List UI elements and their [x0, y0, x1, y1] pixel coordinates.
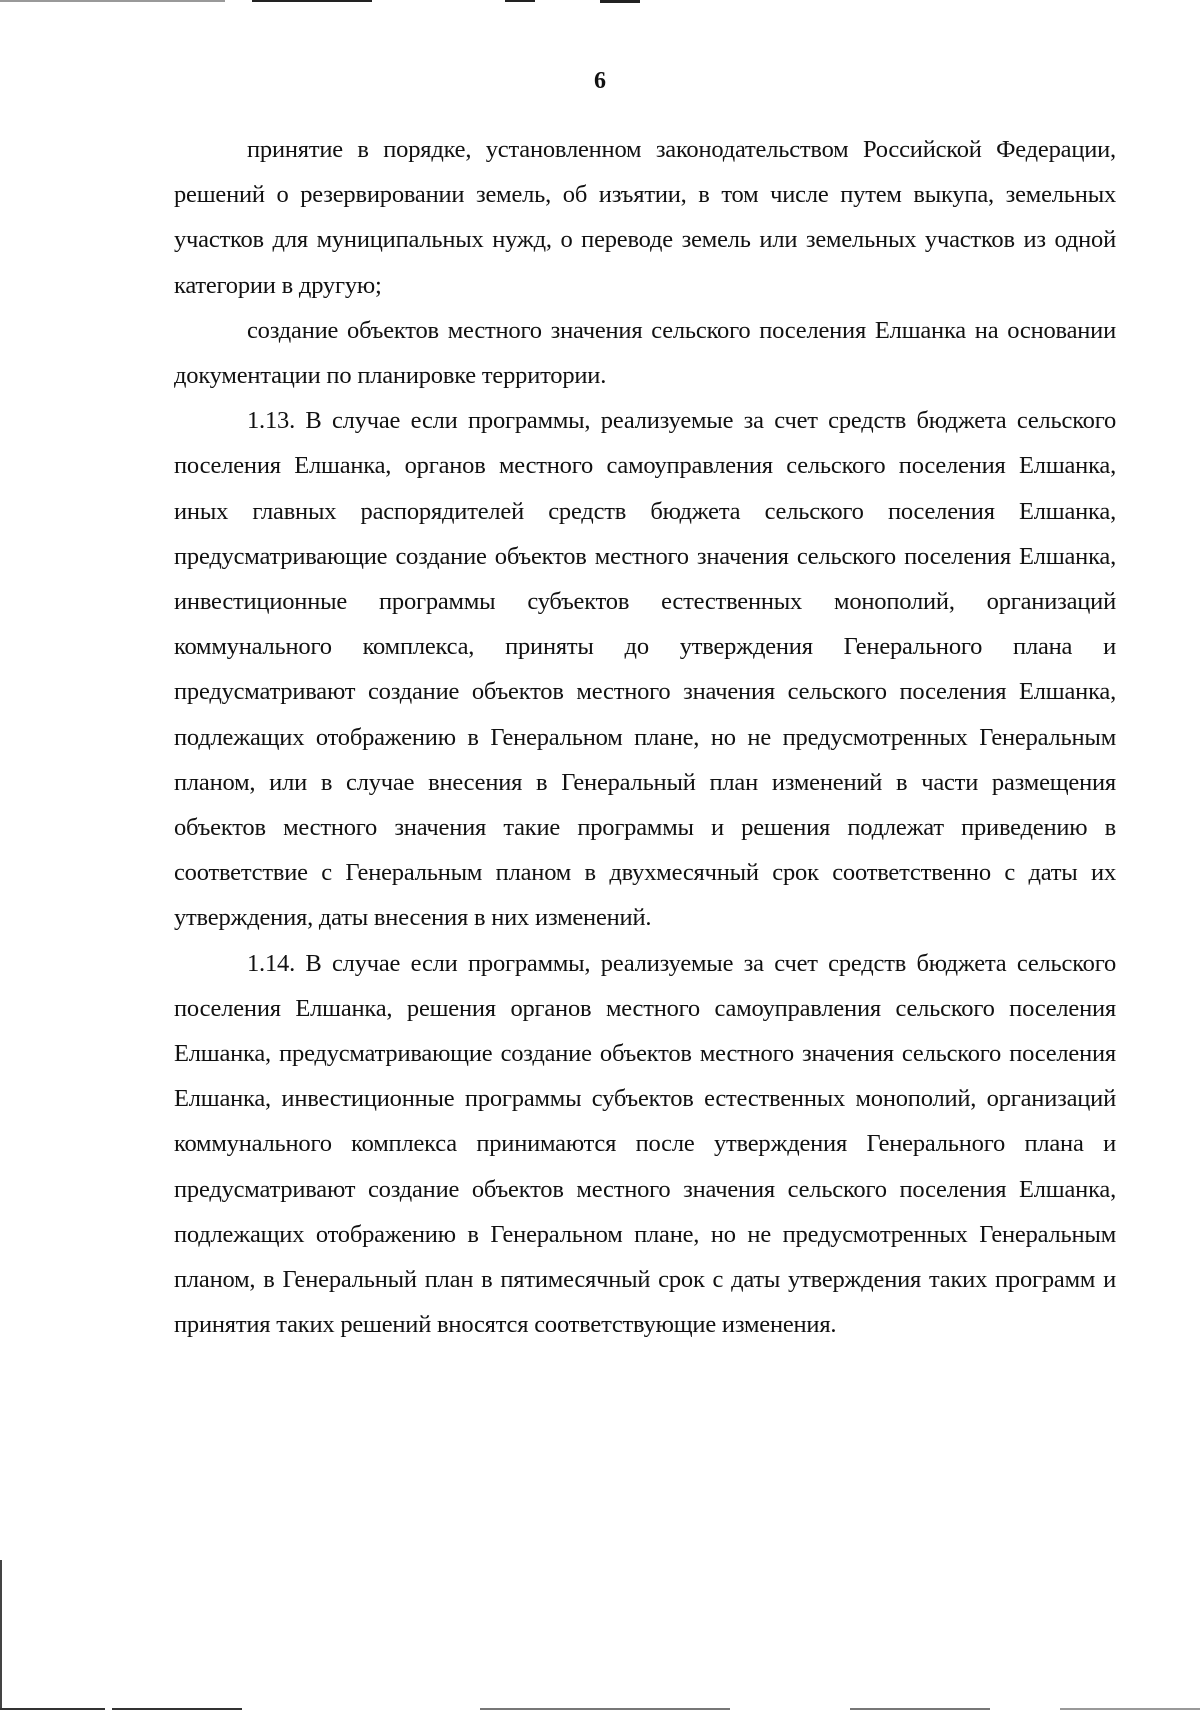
scan-artifact-left [0, 1560, 2, 1708]
scan-line [0, 1708, 105, 1710]
scan-artifact-bottom [0, 1708, 1200, 1712]
scan-line [480, 1708, 730, 1710]
paragraph-land-reservation: принятие в порядке, установленном законодательством Российской Федерации, решений о резервировании земель, об изъятии, в том числе путем выкупа, земельных участков для муниципальных нужд, о переводе земель или земельных участков из одной категории в другую; [174, 136, 1116, 299]
paragraph-clause-1-14: 1.14. В случае если программы, реализуемые за счет средств бюджета сельского поселения Елшанка, решения органов местного самоуправления сельского поселения Елшанка, предусматривающие создание объектов местного значения сельского поселения Елшанка, инвестиционные программы субъектов естественных монополий, организаций коммунального комплекса принимаются после утверждения Генерального плана и предусматривают создание объектов местного значения сельского поселения Елшанка, подлежащих отображению в Генеральном плане, но не предусмотренных Генеральным планом, в Генеральный план в пятимесячный срок с даты утверждения таких программ и принятия таких решений вносятся соответствующие изменения. [174, 949, 1116, 1339]
scan-line [600, 0, 640, 3]
scan-line [112, 1708, 242, 1710]
paragraph-object-creation: создание объектов местного значения сельского поселения Елшанка на основании документации по планировке территории. [174, 316, 1116, 390]
scan-line [252, 0, 372, 2]
scan-line [1060, 1708, 1200, 1710]
document-body [174, 127, 1116, 1347]
paragraph-clause-1-13: 1.13. В случае если программы, реализуемые за счет средств бюджета сельского поселения Елшанка, органов местного самоуправления сельского поселения Елшанка, иных главных распорядителей средств бюджета сельского поселения Елшанка, предусматривающие создание объектов местного значения сельского поселения Елшанка, инвестиционные программы субъектов естественных монополий, организаций коммунального комплекса, приняты до утверждения Генерального плана и предусматривают создание объектов местного значения сельского поселения Елшанка, подлежащих отображению в Генеральном плане, но не предусмотренных Генеральным планом, или в случае внесения в Генеральный план изменений в части размещения объектов местного значения такие программы и решения подлежат приведению в соответствие с Генеральным планом в двухмесячный срок соответственно с даты их утверждения, даты внесения в них изменений. [174, 407, 1116, 932]
scan-line [850, 1708, 990, 1710]
scan-artifact-top [0, 0, 1200, 4]
page-number: 6 [594, 68, 606, 94]
scan-line [0, 0, 225, 2]
scan-line [505, 0, 535, 2]
